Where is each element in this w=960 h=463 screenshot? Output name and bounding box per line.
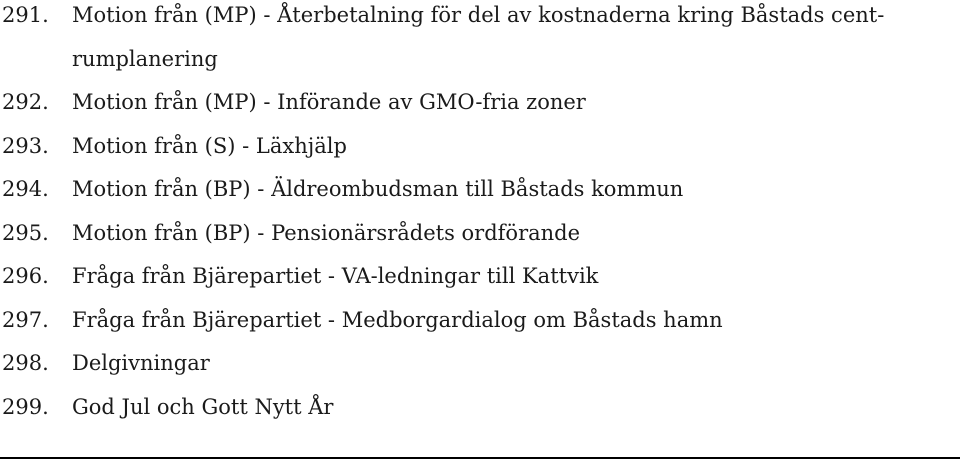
item-number: 295.: [2, 220, 49, 245]
item-number: 293.: [2, 133, 49, 158]
item-text: Motion från (S) - Läxhjälp: [72, 133, 347, 158]
item-text: God Jul och Gott Nytt År: [72, 394, 334, 419]
agenda-item-292: [0, 81, 960, 125]
item-text: Motion från (BP) - Äldreombudsman till Båstads kommun: [72, 177, 684, 201]
agenda-item-297: [0, 299, 960, 343]
item-text: Delgivningar: [72, 351, 210, 375]
agenda-item-295: [0, 212, 960, 256]
item-number: 299.: [2, 394, 49, 419]
item-number: 297.: [2, 307, 49, 332]
item-number: 291.: [2, 3, 49, 27]
agenda-item-294: [0, 168, 960, 212]
item-text: Motion från (MP) - Införande av GMO-fria zoner: [72, 90, 586, 114]
bottom-rule: [0, 457, 960, 459]
agenda-item-293: [0, 125, 960, 169]
item-text: Motion från (MP) - Återbetalning för del av kostnaderna kring Båstads cent- rumplanering: [72, 3, 885, 71]
item-text: Fråga från Bjärepartiet - Medborgardialog om Båstads hamn: [72, 307, 723, 332]
agenda-item-296: [0, 255, 960, 299]
item-number: 294.: [2, 177, 49, 201]
item-text: Motion från (BP) - Pensionärsrådets ordförande: [72, 220, 581, 245]
agenda-item-291: [0, 0, 960, 81]
item-number: 298.: [2, 351, 49, 375]
agenda-item-298: [0, 342, 960, 386]
item-number: 292.: [2, 90, 49, 114]
agenda-item-299: [0, 386, 960, 430]
item-text: Fråga från Bjärepartiet - VA-ledningar till Kattvik: [72, 264, 599, 288]
item-number: 296.: [2, 264, 49, 288]
